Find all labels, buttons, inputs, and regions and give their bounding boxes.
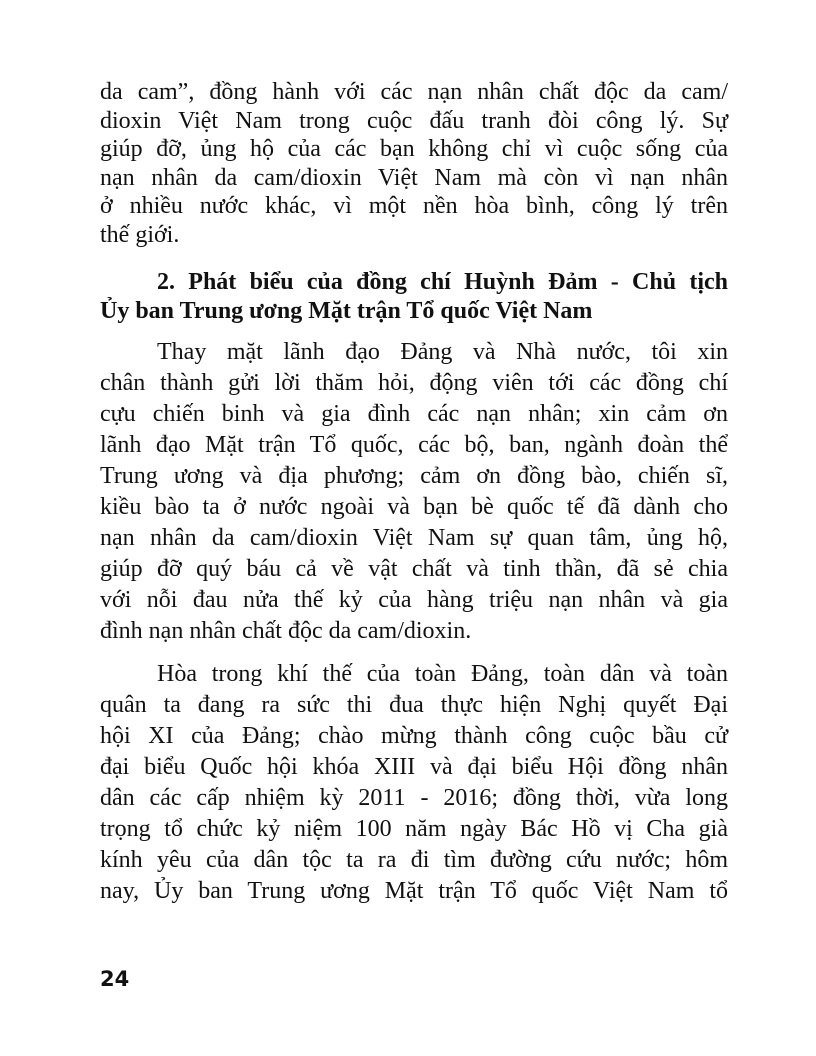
- text-line: đại biểu Quốc hội khóa XIII và đại biểu Hội đồng nhân: [100, 754, 728, 780]
- text-line: lãnh đạo Mặt trận Tổ quốc, các bộ, ban, ngành đoàn thể: [100, 432, 728, 458]
- text-line: nạn nhân da cam/dioxin Việt Nam mà còn vì nạn nhân: [100, 164, 728, 191]
- text-line: kính yêu của dân tộc ta ra đi tìm đường cứu nước; hôm: [100, 847, 728, 873]
- text-line: chân thành gửi lời thăm hỏi, động viên tới các đồng chí: [100, 370, 728, 396]
- text-line: nay, Ủy ban Trung ương Mặt trận Tổ quốc Việt Nam tổ: [100, 878, 728, 904]
- text-line: với nỗi đau nửa thế kỷ của hàng triệu nạn nhân và gia: [100, 587, 728, 613]
- text-line: cựu chiến binh và gia đình các nạn nhân; xin cảm ơn: [100, 401, 728, 427]
- text-line: kiều bào ta ở nước ngoài và bạn bè quốc tế đã dành cho: [100, 494, 728, 520]
- text-line: giúp đỡ quý báu cả về vật chất và tinh thần, đã sẻ chia: [100, 556, 728, 582]
- text-line: hội XI của Đảng; chào mừng thành công cuộc bầu cử: [100, 723, 728, 749]
- text-line: trọng tổ chức kỷ niệm 100 năm ngày Bác Hồ vị Cha già: [100, 816, 728, 842]
- text-line: quân ta đang ra sức thi đua thực hiện Nghị quyết Đại: [100, 692, 728, 718]
- text-line: nạn nhân da cam/dioxin Việt Nam sự quan tâm, ủng hộ,: [100, 525, 728, 551]
- section-heading: [100, 268, 728, 326]
- text-line: dioxin Việt Nam trong cuộc đấu tranh đòi công lý. Sự: [100, 107, 728, 134]
- heading-line: 2. Phát biểu của đồng chí Huỳnh Đảm - Chủ tịch: [157, 269, 728, 295]
- text-line: đình nạn nhân chất độc da cam/dioxin.: [100, 618, 472, 644]
- text-line: Thay mặt lãnh đạo Đảng và Nhà nước, tôi xin: [157, 339, 728, 365]
- paragraph-continuation: [100, 78, 728, 249]
- text-line: ở nhiều nước khác, vì một nền hòa bình, công lý trên: [100, 193, 728, 219]
- page-number: 24: [100, 967, 130, 991]
- text-line: Trung ương và địa phương; cảm ơn đồng bào, chiến sĩ,: [100, 463, 728, 489]
- text-line: giúp đỡ, ủng hộ của các bạn không chỉ vì cuộc sống của: [100, 136, 728, 162]
- text-line: Hòa trong khí thế của toàn Đảng, toàn dân và toàn: [157, 661, 728, 687]
- text-line: dân các cấp nhiệm kỳ 2011 - 2016; đồng thời, vừa long: [100, 785, 728, 811]
- paragraph-speech-body: [100, 659, 728, 907]
- heading-line: Ủy ban Trung ương Mặt trận Tổ quốc Việt Nam: [100, 298, 593, 324]
- paragraph-speech-intro: [100, 337, 728, 647]
- text-line: thế giới.: [100, 221, 180, 248]
- text-line: da cam”, đồng hành với các nạn nhân chất độc da cam/: [100, 79, 728, 105]
